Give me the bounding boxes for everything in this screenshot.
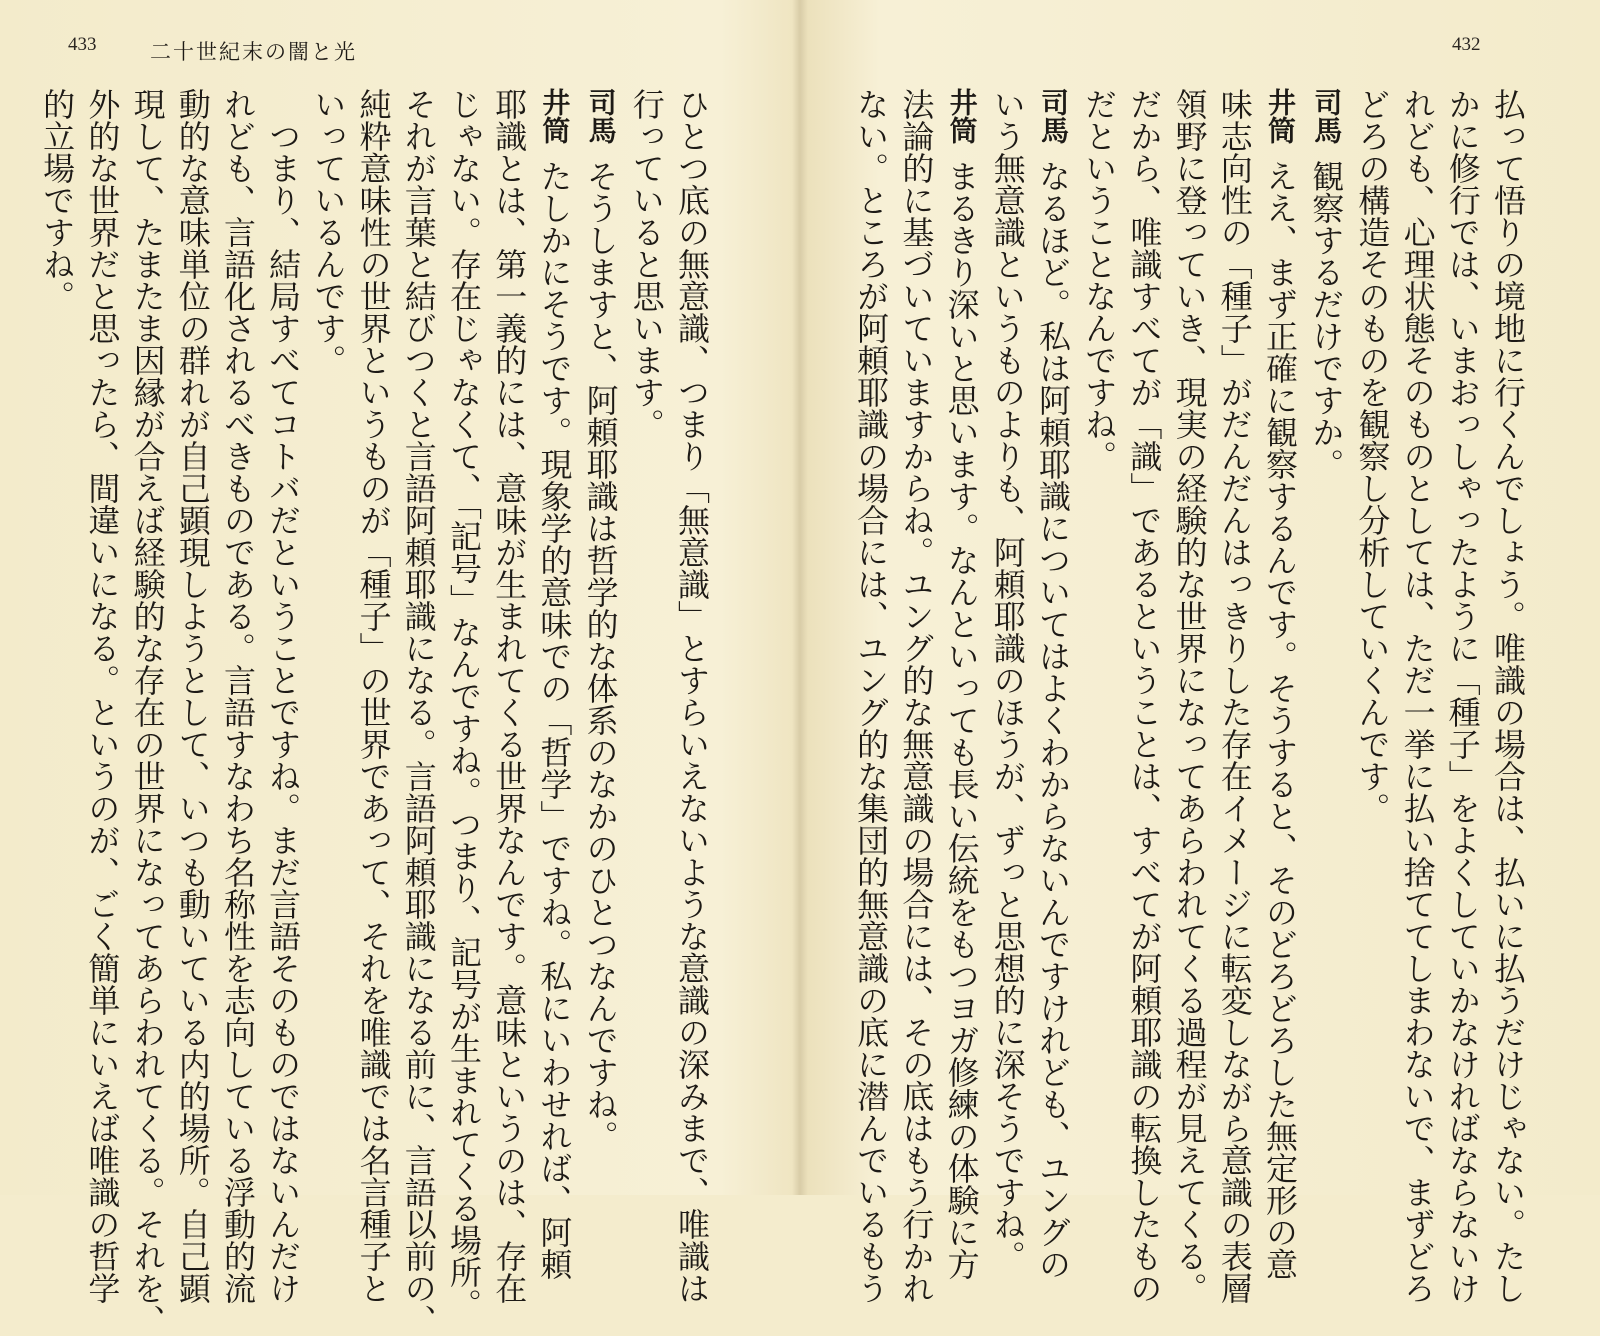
text-column <box>624 88 669 1163</box>
text-column <box>1076 88 1121 1163</box>
speaker-label: 司馬 <box>1036 88 1070 144</box>
right-page-text <box>810 88 1530 1304</box>
text-column <box>170 88 215 1304</box>
text-column <box>848 88 893 1304</box>
text-column <box>1257 88 1303 1280</box>
column-text: 動的な意味単位の群れが自己顕現しようとして、いつも動いている内的場所。自己顕 <box>173 88 212 1304</box>
speaker-label: 井筒 <box>945 88 979 144</box>
column-text: れども、心理状態そのものとしては、ただ一挙に払い捨ててしまわないで、まずどろ <box>1398 88 1437 1304</box>
speaker-label: 司馬 <box>1310 88 1344 144</box>
speaker-label: 井筒 <box>538 88 572 144</box>
text-column <box>1349 88 1394 1163</box>
right-page <box>800 0 1600 1304</box>
text-column <box>577 88 623 1163</box>
column-text: いう無意識というものよりも、阿頼耶識のほうが、ずっと思想的に深そうですね。 <box>988 88 1027 1272</box>
text-column <box>1212 88 1257 1304</box>
column-text: それが言葉と結びつくと言語阿頼耶識になる。言語阿頼耶識になる前に、言語以前の、 <box>399 88 438 1336</box>
text-column <box>893 88 938 1304</box>
column-text: 的立場ですね。 <box>38 88 77 312</box>
text-column <box>669 88 714 1304</box>
column-text: だから、唯識すべてが「識」であるということは、すべてが阿頼耶識の転換したもの <box>1125 88 1164 1304</box>
column-text: いっているんです。 <box>309 88 348 376</box>
column-text: 行っていると思います。 <box>627 88 666 440</box>
text-column <box>1166 88 1211 1304</box>
speaker-label: 井筒 <box>1263 88 1297 144</box>
text-column <box>938 88 984 1280</box>
column-text: ない。ところが阿頼耶識の場合には、ユング的な集団的無意識の底に潜んでいるもう <box>852 88 891 1304</box>
text-column <box>396 88 441 1336</box>
column-text: なるほど。私は阿頼耶識についてはよくわからないんですけれども、ユングの <box>1033 160 1072 1280</box>
text-column <box>1121 88 1166 1304</box>
text-column <box>215 88 260 1304</box>
column-text: 現して、たまたま因縁が合えば経験的な存在の世界になってあらわれてくる。それを、 <box>128 88 167 1336</box>
text-column <box>1440 88 1485 1304</box>
text-column <box>985 88 1030 1272</box>
right-page-number: 432 <box>1452 34 1481 55</box>
column-text: れども、言語化されるべきものである。言語すなわち名称性を志向している浮動的流 <box>218 88 257 1304</box>
text-column <box>1303 88 1349 1163</box>
column-text: どろの構造そのものを観察し分析していくんです。 <box>1353 88 1392 824</box>
running-title: 二十世紀末の闇と光 <box>150 40 357 64</box>
column-text: かに修行では、いまおっしゃったように「種子」をよくしていかなければならないけ <box>1443 88 1482 1304</box>
column-text: 法論的に基づいていますからね。ユング的な無意識の場合には、その底はもう行かれ <box>897 88 936 1304</box>
column-text: 耶識とは、第一義的には、意味が生まれてくる世界なんです。意味というのは、存在 <box>490 88 529 1304</box>
column-text: まるきり深いと思います。なんといっても長い伝統をもつヨガ修練の体験に方 <box>942 160 981 1280</box>
text-column <box>1394 88 1439 1304</box>
column-text: 払って悟りの境地に行くんでしょう。唯識の場合は、払いに払うだけじゃない。たし <box>1489 88 1527 1304</box>
column-text: そうしますと、阿頼耶識は哲学的な体系のなかのひとつなんですね。 <box>581 160 620 1152</box>
text-column <box>34 88 79 1163</box>
column-text: だということなんですね。 <box>1080 88 1119 472</box>
text-column <box>305 88 350 1163</box>
column-text: 観察するだけですか。 <box>1307 160 1346 480</box>
column-text: ええ、まず正確に観察するんです。そうすると、そのどろどろした無定形の意 <box>1260 160 1299 1280</box>
text-column <box>441 88 486 1320</box>
text-column <box>531 88 577 1280</box>
text-column <box>260 88 305 1304</box>
column-text: 領野に登っていき、現実の経験的な世界になってあらわれてくる過程が見えてくる。 <box>1170 88 1209 1304</box>
text-column <box>1485 88 1530 1304</box>
left-page-number: 433 <box>68 34 97 55</box>
left-page-text <box>14 88 714 1336</box>
text-column <box>79 88 124 1304</box>
column-text: じゃない。存在じゃなくて、「記号」なんですね。つまり、記号が生まれてくる場所。 <box>444 88 483 1320</box>
column-text: たしかにそうです。現象学的意味での「哲学」ですね。私にいわせれば、阿頼 <box>535 160 574 1280</box>
text-column <box>350 88 395 1304</box>
column-text: 純粋意味性の世界というものが「種子」の世界であって、それを唯識では名言種子と <box>354 88 393 1304</box>
column-text: 外的な世界だと思ったら、間違いになる。というのが、ごく簡単にいえば唯識の哲学 <box>83 88 122 1304</box>
column-text: 味志向性の「種子」がだんだんはっきりした存在イメージに転変しながら意識の表層 <box>1215 88 1254 1304</box>
text-column <box>124 88 169 1336</box>
column-text: つまり、結局すべてコトバだということですね。まだ言語そのものではないんだけ <box>264 120 303 1304</box>
speaker-label: 司馬 <box>584 88 618 144</box>
text-column <box>486 88 531 1304</box>
column-text: ひとつ底の無意識、つまり「無意識」とすらいえないような意識の深みまで、唯識は <box>673 88 711 1304</box>
text-column <box>1030 88 1076 1280</box>
